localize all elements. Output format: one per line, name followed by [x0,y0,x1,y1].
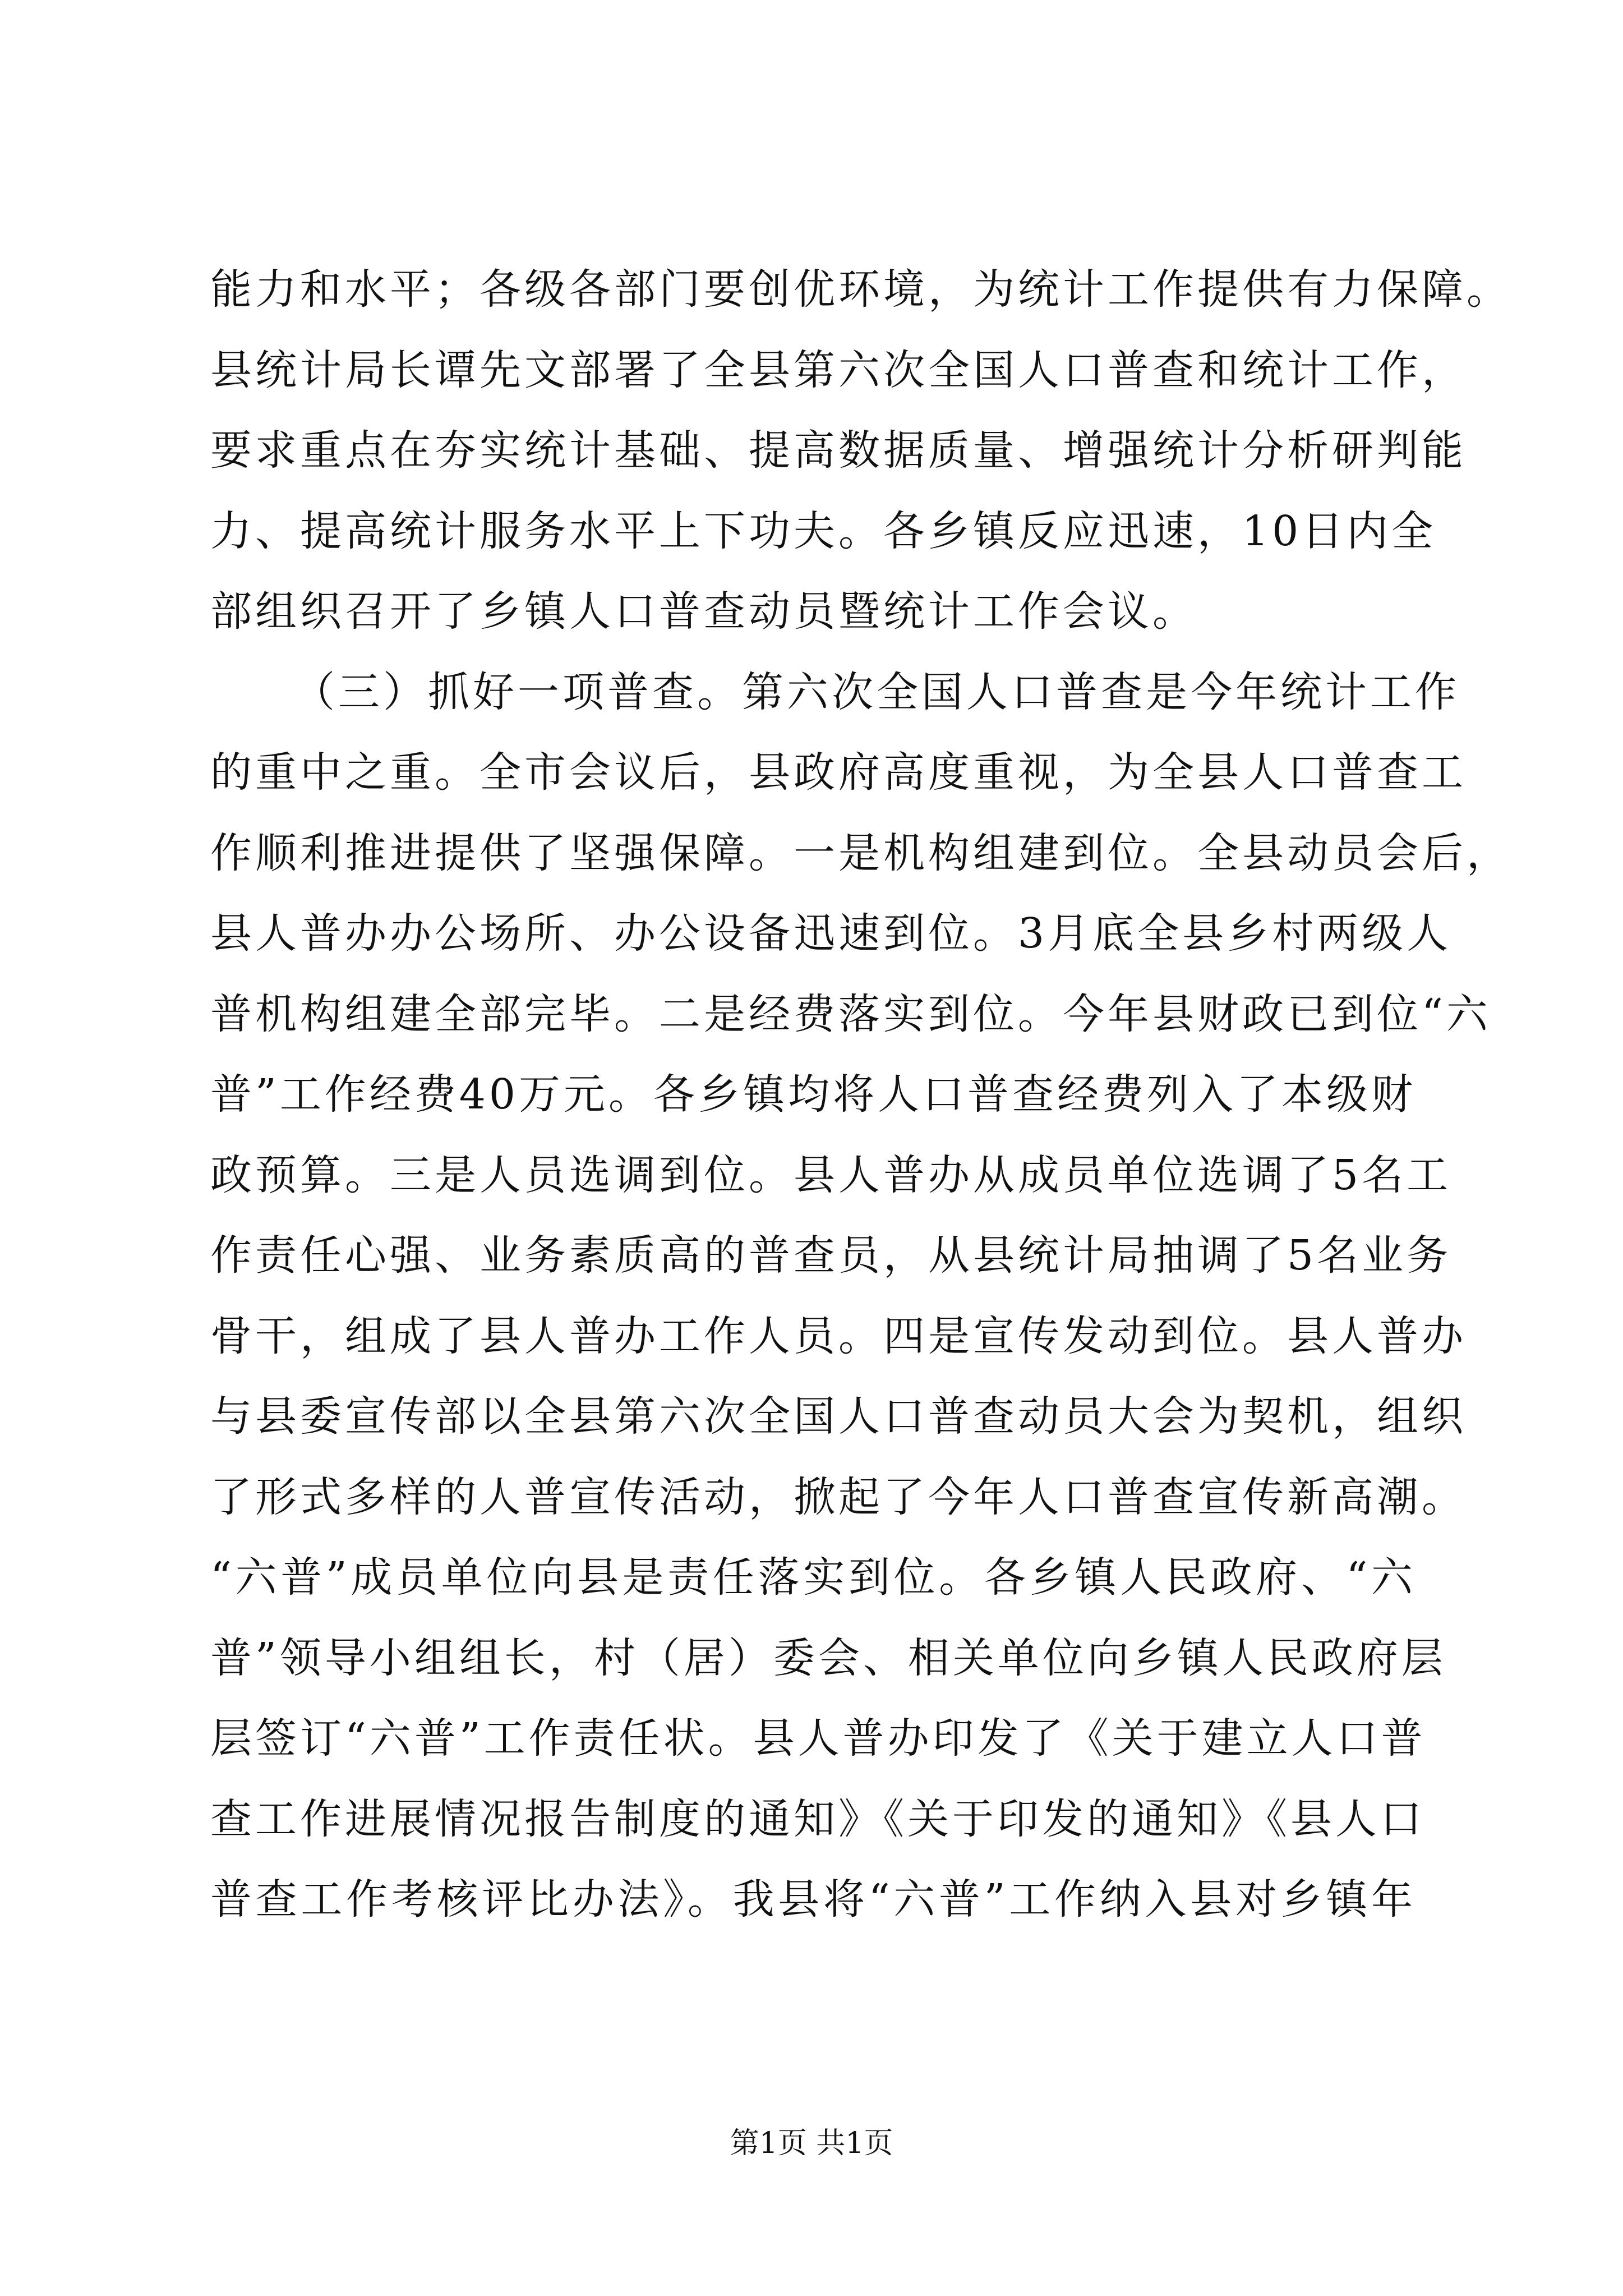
text-line: 与县委宣传部以全县第六次全国人口普查动员大会为契机，组织 [210,1392,1467,1441]
text-line: 县统计局长谭先文部署了全县第六次全国人口普查和统计工作， [210,346,1467,394]
text-line: 的重中之重。全市会议后，县政府高度重视，为全县人口普查工 [210,748,1467,797]
text-line: 骨干，组成了县人普办工作人员。四是宣传发动到位。县人普办 [210,1312,1467,1360]
text-line: 县人普办办公场所、办公设备迅速到位。3月底全县乡村两级人 [210,909,1452,958]
text-line: 查工作进展情况报告制度的通知》《关于印发的通知》《县人口 [210,1795,1425,1843]
text-line: 要求重点在夯实统计基础、提高数据质量、增强统计分析研判能 [210,426,1467,475]
document-body [210,250,1511,1940]
text-line: 力、提高统计服务水平上下功夫。各乡镇反应迅速，10日内全 [210,507,1437,555]
text-line: 普查工作考核评比办法》。我县将“六普”工作纳入县对乡镇年 [210,1875,1416,1924]
text-line: 作责任心强、业务素质高的普查员，从县统计局抽调了5名业务 [210,1231,1452,1280]
text-line: 政预算。三是人员选调到位。县人普办从成员单位选调了5名工 [210,1151,1452,1199]
text-line: 普”领导小组组长，村（居）委会、相关单位向乡镇人民政府层 [210,1634,1446,1682]
text-line: 层签订“六普”工作责任状。县人普办印发了《关于建立人口普 [210,1714,1426,1763]
text-line: “六普”成员单位向县是责任落实到位。各乡镇人民政府、“六 [210,1553,1416,1602]
text-line: 普机构组建全部完毕。二是经费落实到位。今年县财政已到位“六 [210,990,1491,1038]
text-line: 能力和水平；各级各部门要创优环境，为统计工作提供有力保障。 [210,265,1511,314]
text-line: 普”工作经费40万元。各乡镇均将人口普查经费列入了本级财 [210,1070,1416,1119]
text-line: 作顺利推进提供了坚强保障。一是机构组建到位。全县动员会后， [210,829,1511,877]
text-line: 部组织召开了乡镇人口普查动员暨统计工作会议。 [210,587,1197,636]
page-footer: 第1页 共1页 [730,2127,893,2160]
text-line: 了形式多样的人普宣传活动，掀起了今年人口普查宣传新高潮。 [210,1473,1467,1521]
text-line: （三）抓好一项普查。第六次全国人口普查是今年统计工作 [293,668,1460,716]
